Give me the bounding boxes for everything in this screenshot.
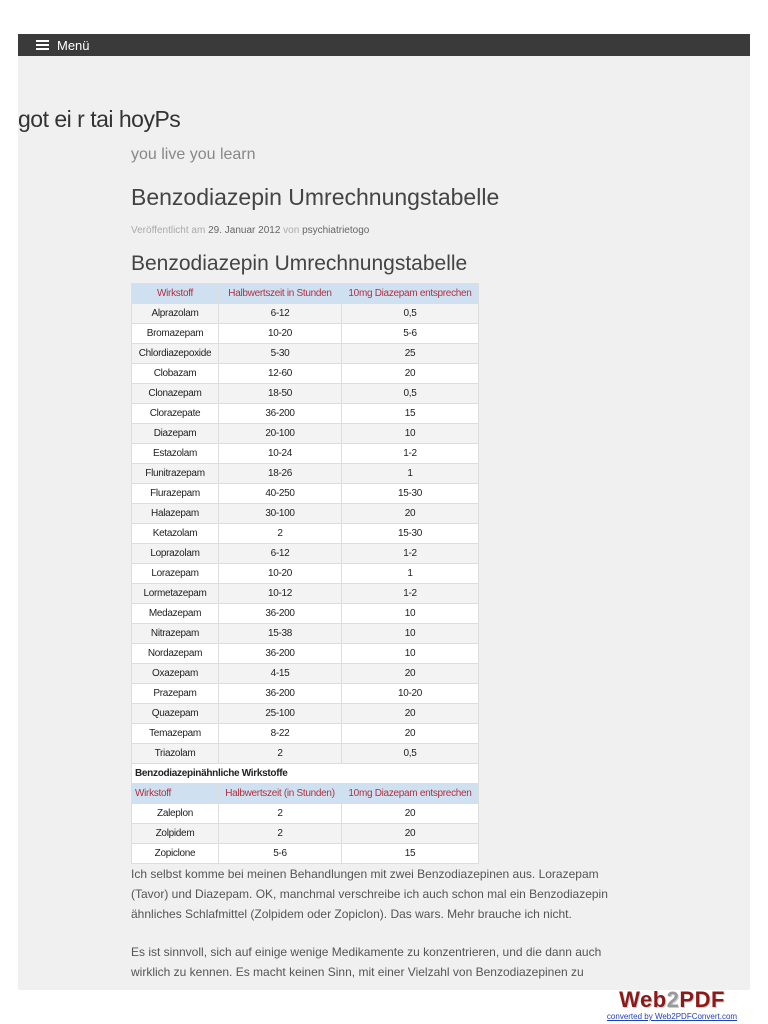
table-cell: 40-250 bbox=[219, 484, 342, 504]
table-cell: 20 bbox=[342, 724, 479, 744]
table-cell: 20 bbox=[342, 504, 479, 524]
hamburger-icon bbox=[36, 40, 49, 50]
section-row bbox=[132, 764, 479, 784]
table-cell: 4-15 bbox=[219, 664, 342, 684]
table-cell: Quazepam bbox=[132, 704, 219, 724]
table-row bbox=[132, 324, 479, 344]
table-cell: 10-12 bbox=[219, 584, 342, 604]
author-link[interactable]: psychiatrietogo bbox=[302, 225, 370, 236]
table-cell: Clorazepate bbox=[132, 404, 219, 424]
table-cell: 18-50 bbox=[219, 384, 342, 404]
table-cell: 6-12 bbox=[219, 304, 342, 324]
table-cell: 36-200 bbox=[219, 684, 342, 704]
table-cell: 15-30 bbox=[342, 484, 479, 504]
table-cell: 0,5 bbox=[342, 384, 479, 404]
table-cell: 1-2 bbox=[342, 544, 479, 564]
table-cell: 6-12 bbox=[219, 544, 342, 564]
web2pdf-link[interactable]: converted by Web2PDFConvert.com bbox=[606, 1012, 738, 1021]
table-cell: 36-200 bbox=[219, 644, 342, 664]
table-cell: 15 bbox=[342, 404, 479, 424]
table-cell: 25 bbox=[342, 344, 479, 364]
menu-label: Menü bbox=[57, 37, 90, 53]
site-tagline: you live you learn bbox=[131, 146, 256, 163]
post-meta bbox=[131, 225, 369, 236]
table-row bbox=[132, 724, 479, 744]
table-cell: Halazepam bbox=[132, 504, 219, 524]
table-cell: Clonazepam bbox=[132, 384, 219, 404]
meta-prefix: Veröffentlicht am bbox=[131, 225, 206, 236]
table-row bbox=[132, 704, 479, 724]
table-cell: 1-2 bbox=[342, 444, 479, 464]
top-menu-bar bbox=[18, 34, 750, 56]
table-row bbox=[132, 484, 479, 504]
table-cell: Lorazepam bbox=[132, 564, 219, 584]
section-label: Benzodiazepinähnliche Wirkstoffe bbox=[132, 764, 479, 784]
table-cell: Oxazepam bbox=[132, 664, 219, 684]
logo-part: 2 bbox=[666, 987, 680, 1012]
table-cell: 10 bbox=[342, 424, 479, 444]
table-row bbox=[132, 644, 479, 664]
table-row bbox=[132, 804, 479, 824]
table-cell: 10-20 bbox=[219, 324, 342, 344]
table-cell: Loprazolam bbox=[132, 544, 219, 564]
table-cell: Clobazam bbox=[132, 364, 219, 384]
table-cell: Zopiclone bbox=[132, 844, 219, 864]
table-row bbox=[132, 664, 479, 684]
content-heading: Benzodiazepin Umrechnungstabelle bbox=[131, 252, 468, 275]
table-cell: Flunitrazepam bbox=[132, 464, 219, 484]
table-cell: Triazolam bbox=[132, 744, 219, 764]
table-cell: 2 bbox=[219, 524, 342, 544]
paragraph: Ich selbst komme bei meinen Behandlungen mit zwei Benzodiazepinen aus. Lorazepam (Tavor) und Diazepam. OK, manchmal verschreibe ich auch schon mal ein Benzodiazepin ähnliches Schlafmittel (Zolpidem oder Zopiclon). Das wars. Mehr brauche ich nicht. bbox=[131, 867, 608, 921]
table-cell: 10 bbox=[342, 604, 479, 624]
table-cell: Flurazepam bbox=[132, 484, 219, 504]
table-cell: 12-60 bbox=[219, 364, 342, 384]
table-cell: Zolpidem bbox=[132, 824, 219, 844]
table-cell: Prazepam bbox=[132, 684, 219, 704]
table-cell: 15-38 bbox=[219, 624, 342, 644]
table-cell: 8-22 bbox=[219, 724, 342, 744]
table-row bbox=[132, 684, 479, 704]
table-row bbox=[132, 304, 479, 324]
table-cell: Diazepam bbox=[132, 424, 219, 444]
table-row bbox=[132, 844, 479, 864]
paragraph: Es ist sinnvoll, sich auf einige wenige Medikamente zu konzentrieren, und die dann auch wirklich zu kennen. Es macht keinen Sinn, mit einer Vielzahl von Benzodiazepinen zu bbox=[131, 945, 602, 979]
site-title[interactable]: got ei r tai hoyPs bbox=[18, 106, 181, 132]
table-cell: 10-20 bbox=[219, 564, 342, 584]
logo-part: PDF bbox=[679, 987, 725, 1012]
table-cell: 30-100 bbox=[219, 504, 342, 524]
meta-by: von bbox=[283, 225, 300, 236]
table-cell: 0,5 bbox=[342, 744, 479, 764]
table-cell: 20 bbox=[342, 704, 479, 724]
table-row bbox=[132, 364, 479, 384]
table-cell: Nitrazepam bbox=[132, 624, 219, 644]
table-row bbox=[132, 524, 479, 544]
column-header: Halbwertszeit in Stunden bbox=[219, 284, 342, 304]
post-title[interactable]: Benzodiazepin Umrechnungstabelle bbox=[131, 184, 500, 210]
table-row bbox=[132, 464, 479, 484]
table-cell: 20 bbox=[342, 364, 479, 384]
table-row bbox=[132, 624, 479, 644]
table-row bbox=[132, 564, 479, 584]
table-cell: 1 bbox=[342, 464, 479, 484]
table-cell: 20 bbox=[342, 804, 479, 824]
menu-button[interactable] bbox=[36, 34, 90, 56]
table-cell: 10 bbox=[342, 644, 479, 664]
table-subheader-row bbox=[132, 784, 479, 804]
table-cell: Medazepam bbox=[132, 604, 219, 624]
table-cell: Zaleplon bbox=[132, 804, 219, 824]
table-row bbox=[132, 444, 479, 464]
table-cell: 25-100 bbox=[219, 704, 342, 724]
column-header: Wirkstoff bbox=[132, 784, 219, 804]
table-cell: 15-30 bbox=[342, 524, 479, 544]
table-cell: 10 bbox=[342, 624, 479, 644]
table-row bbox=[132, 504, 479, 524]
table-cell: 2 bbox=[219, 744, 342, 764]
web2pdf-badge bbox=[606, 988, 738, 1022]
web2pdf-logo bbox=[606, 988, 738, 1012]
column-header: Halbwertszeit (in Stunden) bbox=[219, 784, 342, 804]
logo-part: Web bbox=[619, 987, 667, 1012]
table-cell: Temazepam bbox=[132, 724, 219, 744]
post-date-link[interactable]: 29. Januar 2012 bbox=[208, 225, 281, 236]
table-cell: 10-20 bbox=[342, 684, 479, 704]
table-cell: 0,5 bbox=[342, 304, 479, 324]
table-cell: Chlordiazepoxide bbox=[132, 344, 219, 364]
table-cell: 18-26 bbox=[219, 464, 342, 484]
column-header: 10mg Diazepam entsprechen bbox=[342, 784, 479, 804]
table-cell: Alprazolam bbox=[132, 304, 219, 324]
table-cell: Bromazepam bbox=[132, 324, 219, 344]
table-row bbox=[132, 544, 479, 564]
table-row bbox=[132, 344, 479, 364]
table-cell: 15 bbox=[342, 844, 479, 864]
table-cell: 5-6 bbox=[342, 324, 479, 344]
table-row bbox=[132, 584, 479, 604]
table-cell: 20 bbox=[342, 664, 479, 684]
table-cell: 2 bbox=[219, 824, 342, 844]
table-row bbox=[132, 824, 479, 844]
table-cell: 10-24 bbox=[219, 444, 342, 464]
table-row bbox=[132, 424, 479, 444]
table-cell: 36-200 bbox=[219, 604, 342, 624]
page-container bbox=[18, 34, 750, 990]
column-header: Wirkstoff bbox=[132, 284, 219, 304]
table-cell: 1-2 bbox=[342, 584, 479, 604]
conversion-table bbox=[131, 283, 479, 864]
table-cell: 2 bbox=[219, 804, 342, 824]
table-header-row bbox=[132, 284, 479, 304]
table-cell: 20-100 bbox=[219, 424, 342, 444]
table-cell: Estazolam bbox=[132, 444, 219, 464]
table-cell: 36-200 bbox=[219, 404, 342, 424]
table-row bbox=[132, 744, 479, 764]
table-cell: 5-30 bbox=[219, 344, 342, 364]
table-cell: 20 bbox=[342, 824, 479, 844]
table-cell: 1 bbox=[342, 564, 479, 584]
table-row bbox=[132, 384, 479, 404]
table-row bbox=[132, 604, 479, 624]
table-cell: Ketazolam bbox=[132, 524, 219, 544]
column-header: 10mg Diazepam entsprechen bbox=[342, 284, 479, 304]
table-cell: Lormetazepam bbox=[132, 584, 219, 604]
table-cell: Nordazepam bbox=[132, 644, 219, 664]
table-cell: 5-6 bbox=[219, 844, 342, 864]
table-row bbox=[132, 404, 479, 424]
